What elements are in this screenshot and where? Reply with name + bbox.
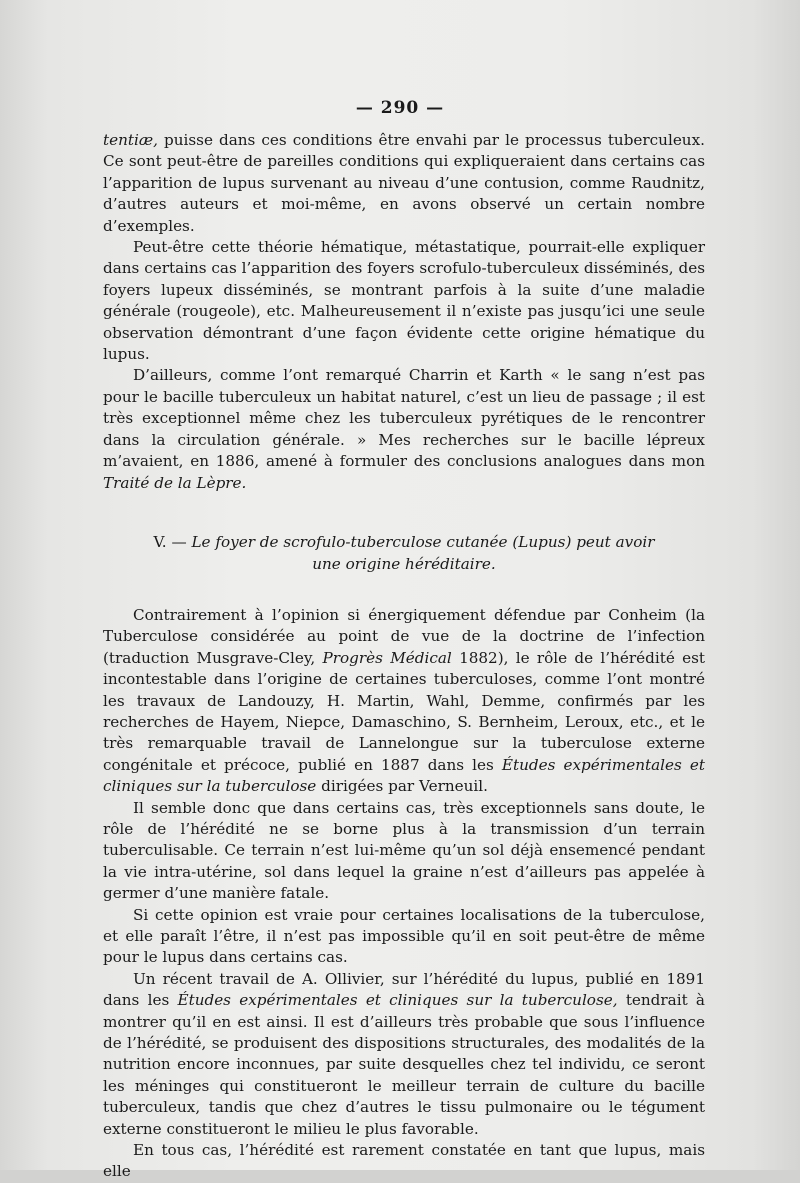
paragraph-7-c: tendrait à montrer qu’il en est ainsi. Il est d’ailleurs très probable que sous l’influence de l’hérédité, se produisent des dispositions structurales, des modalités de la nutrition encore inconnues, par suite desquelles chez tel individu, ce seront les méninges qui constitueront le meilleur terrain de culture du bacille tuberculeux, tandis que chez d’autres le tissu pulmonaire ou le tégument externe constitueront le milieu le plus favorable. <box>103 991 705 1138</box>
section-title-line-1: Le foyer de scrofulo-tuberculose cutanée (Lupus) peut avoir <box>191 532 655 551</box>
paragraph-4-a: Contrairement à l’opinion si énergiquement défendue par Conheim (la Tuberculose considérée au point de vue de la doctrine de l’infection (traduction Musgrave-Cley, <box>103 605 705 667</box>
paragraph-1-text: puisse dans ces conditions être envahi par le processus tuberculeux. Ce sont peut-être de pareilles conditions qui expliqueraient dans certains cas l’apparition de lupus survenant au niveau d’une contusion, comme Raudnitz, d’autres auteurs et moi-même, en avons observé un certain nombre d’exemples. <box>103 131 705 235</box>
paragraph-8: En tous cas, l’hérédité est rarement constatée en tant que lupus, mais elle <box>103 1141 705 1181</box>
paragraph-3 <box>103 365 705 493</box>
paragraph-4 <box>103 605 705 798</box>
paragraph-1 <box>103 130 705 237</box>
paragraph-4-c: 1882), le rôle de l’hérédité est incontestable dans l’origine de certaines tuberculoses, comme l’ont montré les travaux de Landouzy, H. Martin, Wahl, Demme, confirmés par les recherches de Hayem, Niepce, Damaschino, S. Bernheim, Leroux, etc., et le très remarquable travail de Lannelongue sur la tuberculose externe congénitale et précoce, publié en 1887 dans les <box>103 648 705 774</box>
paragraph-5: Il semble donc que dans certains cas, très exceptionnels sans doute, le rôle de l’hérédité ne se borne plus à la transmission d’un terrain tuberculisable. Ce terrain n’est lui-même qu’un sol déjà ensemencé pendant la vie intra-utérine, sol dans lequel la graine n’est d’ailleurs pas appelée à germer d’une manière fatale. <box>103 798 705 903</box>
body-text <box>103 130 705 1183</box>
paragraph-7 <box>103 969 705 1140</box>
section-title-line-2: une origine héréditaire. <box>312 554 496 573</box>
paragraph-3-book-title: Traité de la Lèpre. <box>103 473 247 492</box>
paragraph-3-text: D’ailleurs, comme l’ont remarqué Charrin et Karth « le sang n’est pas pour le bacille tuberculeux un habitat naturel, c’est un lieu de passage ; il est très exceptionnel même chez les tuberculeux pyrétiques de le rencontrer dans la circulation générale. » Mes recherches sur le bacille lépreux m’avaient, en 1886, amené à formuler des conclusions analogues dans mon <box>103 366 705 471</box>
paragraph-6: Si cette opinion est vraie pour certaines localisations de la tuberculose, et elle paraît l’être, il n’est pas impossible qu’il en soit peut-être de même pour le lupus dans certains cas. <box>103 905 705 967</box>
section-number: V. — <box>153 532 187 551</box>
paragraph-7-a: Un récent travail de A. Ollivier, sur l’hérédité du lupus, publié en 1891 dans les <box>103 969 705 1010</box>
paragraph-4-journal: Progrès Médical <box>322 648 452 667</box>
paragraph-4-e: dirigées par Verneuil. <box>321 777 488 796</box>
paragraph-7-series-title: Études expérimentales et cliniques sur la tuberculose, <box>177 991 618 1010</box>
section-heading-line-1 <box>103 531 705 553</box>
page-number: — 290 — <box>355 98 445 118</box>
paragraph-2: Peut-être cette théorie hématique, métastatique, pourrait-elle expliquer dans certains cas l’apparition des foyers scrofulo-tuberculeux disséminés, des foyers lupeux disséminés, se montrant parfois à la suite d’une maladie générale (rougeole), etc. Malheureusement il n’existe pas jusqu’ici une seule observation démontrant d’une façon évidente cette origine hématique du lupus. <box>103 238 705 364</box>
paragraph-1-italic-start: tentiæ, <box>103 131 158 149</box>
section-heading <box>103 531 705 575</box>
paragraph-4-series-title: Études expérimentales et cliniques sur la tuberculose <box>103 755 705 796</box>
